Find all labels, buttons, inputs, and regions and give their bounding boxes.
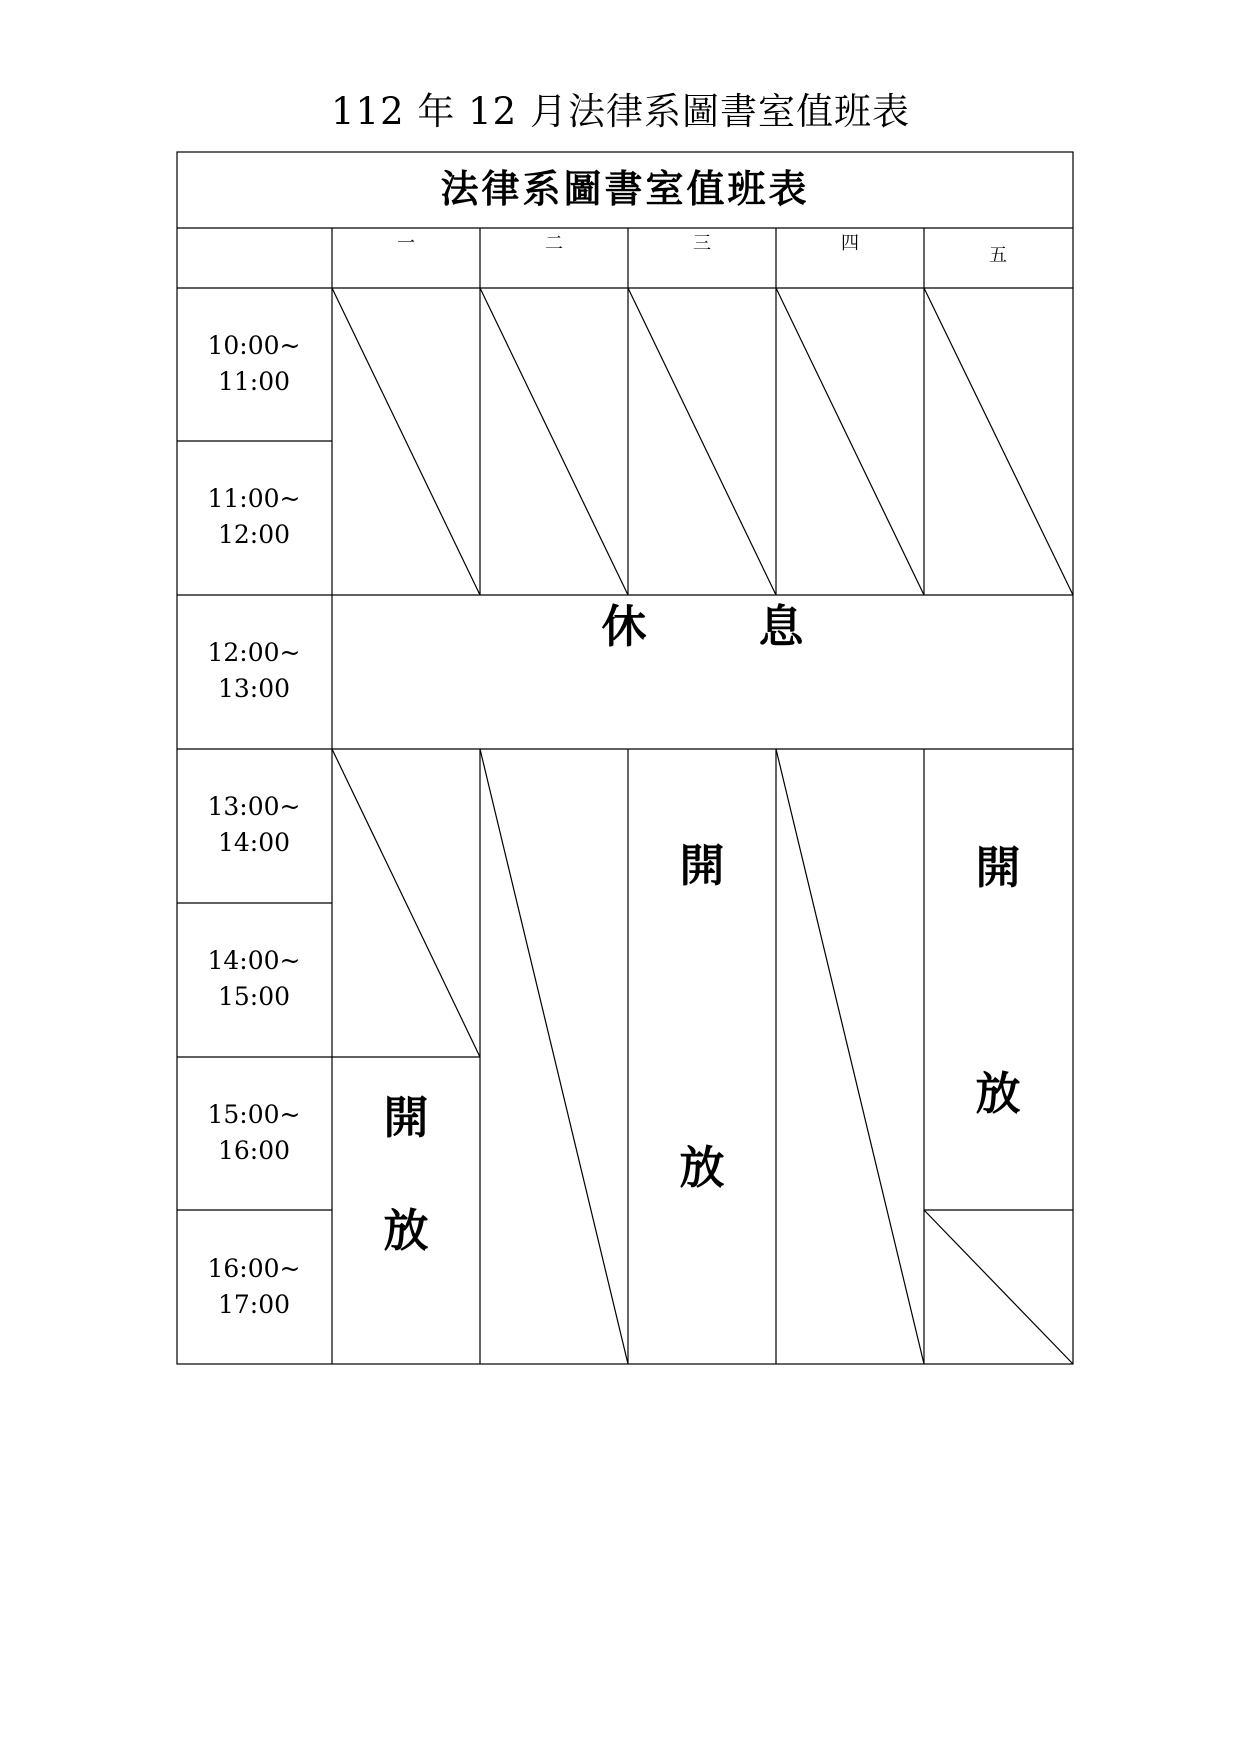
closed-slash-tue-am <box>480 288 628 595</box>
closed-slash-thu-am <box>776 288 924 595</box>
time-slot-end: 14:00 <box>217 828 291 857</box>
open-label-fri-1: 開 <box>975 841 1021 894</box>
closed-slash-mon-pm <box>332 749 480 1057</box>
time-slot-end: 12:00 <box>217 520 291 549</box>
table-title: 法律系圖書室值班表 <box>440 166 810 211</box>
time-slot-start: 16:00~ <box>207 1254 301 1283</box>
time-slot-start: 14:00~ <box>207 946 301 975</box>
rest-char-2: 息 <box>758 600 804 653</box>
time-slot <box>177 1251 331 1323</box>
time-slot-end: 13:00 <box>217 674 291 703</box>
time-slot <box>177 1097 331 1169</box>
time-slot-start: 15:00~ <box>207 1100 301 1129</box>
time-slot-end: 11:00 <box>217 367 291 396</box>
open-label-wed-1: 開 <box>679 839 725 892</box>
time-slot-start: 10:00~ <box>207 331 301 360</box>
day-header-thu: 四 <box>841 233 859 254</box>
open-label-mon-1: 開 <box>383 1091 429 1144</box>
closed-slash-wed-am <box>628 288 776 595</box>
day-header-fri: 五 <box>989 245 1007 266</box>
document-title: 112 年 12 月法律系圖書室值班表 <box>331 90 910 133</box>
time-slot <box>177 481 331 553</box>
open-label-fri-2: 放 <box>975 1067 1021 1120</box>
time-slot <box>177 635 331 707</box>
closed-slash-mon-am <box>332 288 480 595</box>
time-slot-start: 11:00~ <box>207 484 301 513</box>
day-header-tue: 二 <box>545 233 563 254</box>
time-slot-end: 16:00 <box>217 1136 291 1165</box>
closed-slash-thu-pm <box>776 749 924 1364</box>
time-slot-end: 15:00 <box>217 982 291 1011</box>
closed-slash-fri-am <box>924 288 1073 595</box>
closed-slash-tue-pm <box>480 749 628 1364</box>
rest-label <box>332 597 1073 757</box>
time-slot <box>177 789 331 861</box>
time-slot <box>177 328 331 400</box>
open-label-wed-2: 放 <box>679 1141 725 1194</box>
open-label-mon-2: 放 <box>383 1204 429 1257</box>
closed-slash-fri-pm <box>924 1210 1073 1364</box>
day-header-mon: 一 <box>397 233 415 254</box>
time-slot-end: 17:00 <box>217 1290 291 1319</box>
time-slot <box>177 943 331 1015</box>
time-slot-start: 12:00~ <box>207 638 301 667</box>
time-slot-start: 13:00~ <box>207 792 301 821</box>
rest-char-1: 休 <box>601 600 647 653</box>
day-header-wed: 三 <box>693 233 711 254</box>
